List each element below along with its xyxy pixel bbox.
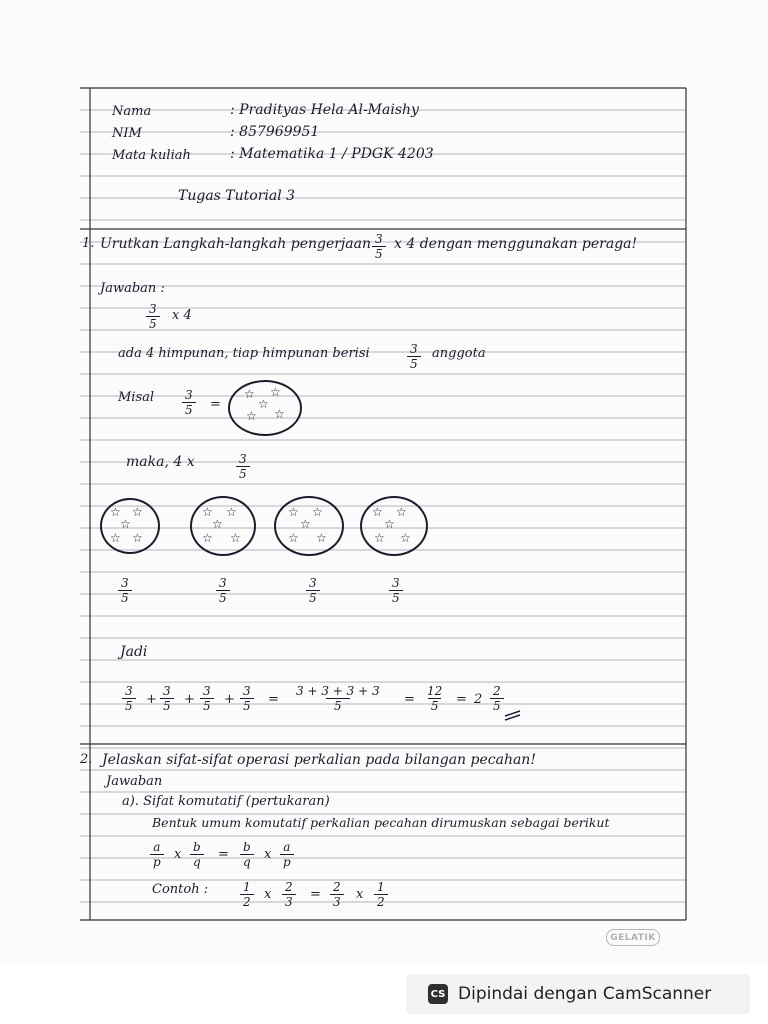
matkul-label: Mata kuliah — [112, 148, 191, 163]
q2-answer-label: Jawaban — [106, 774, 163, 789]
contoh-label: Contoh : — [152, 882, 209, 897]
times-sign: x — [356, 887, 364, 902]
star-icon: ☆ — [132, 505, 143, 519]
camscanner-text: Dipindai dengan CamScanner — [458, 984, 712, 1004]
set-circle-misal — [228, 380, 302, 436]
star-icon: ☆ — [226, 505, 237, 519]
star-icon: ☆ — [110, 505, 121, 519]
star-icon: ☆ — [400, 531, 411, 545]
q1-question-rest: x 4 dengan menggunakan peraga! — [394, 236, 638, 252]
q1-answer-label: Jawaban : — [100, 281, 165, 296]
set-fraction-4: $\frac{3}{5}$ — [389, 576, 403, 605]
general-fraction-4: $\frac{a}{p}$ — [280, 840, 294, 869]
plus-sign: + — [224, 692, 235, 707]
mixed-whole: 2 — [474, 692, 483, 707]
star-icon: ☆ — [374, 531, 385, 545]
star-icon: ☆ — [258, 397, 269, 411]
star-icon: ☆ — [288, 531, 299, 545]
q2-description: Bentuk umum komutatif perkalian pecahan dirumuskan sebagai berikut — [152, 815, 610, 830]
star-icon: ☆ — [110, 531, 121, 545]
maka-label: maka, 4 x — [126, 454, 195, 470]
star-icon: ☆ — [120, 517, 131, 531]
sum-term-4: $\frac{3}{5}$ — [240, 684, 254, 713]
q1-line1: ada 4 himpunan, tiap himpunan berisi — [118, 346, 370, 361]
star-icon: ☆ — [288, 505, 299, 519]
set-circle-1 — [100, 498, 160, 554]
general-fraction-1: $\frac{a}{p}$ — [150, 840, 164, 869]
plus-sign: + — [146, 692, 157, 707]
q1-line1-fraction: $\frac{3}{5}$ — [407, 342, 421, 371]
matkul-value: : Matematika 1 / PDGK 4203 — [230, 146, 434, 162]
set-circle-2 — [190, 496, 256, 556]
star-icon: ☆ — [202, 531, 213, 545]
star-icon: ☆ — [202, 505, 213, 519]
q1-line1-rest: anggota — [432, 346, 486, 361]
page-title: Tugas Tutorial 3 — [178, 188, 296, 204]
sum-term-1: $\frac{3}{5}$ — [122, 684, 136, 713]
equals-sign: = — [456, 692, 467, 707]
example-fraction-3: $\frac{2}{3}$ — [330, 880, 344, 909]
star-icon: ☆ — [244, 387, 255, 401]
star-icon: ☆ — [132, 531, 143, 545]
q1-question: Urutkan Langkah-langkah pengerjaan — [100, 236, 371, 252]
q2-number: 2. — [80, 752, 93, 767]
example-fraction-1: $\frac{1}{2}$ — [240, 880, 254, 909]
q1-expr-fraction: $\frac{3}{5}$ — [146, 302, 160, 331]
star-icon: ☆ — [274, 407, 285, 421]
q1-expr-rest: x 4 — [172, 308, 192, 323]
set-fraction-2: $\frac{3}{5}$ — [216, 576, 230, 605]
times-sign: x — [264, 847, 272, 862]
sum-result-fraction: $\frac{12}{5}$ — [427, 684, 443, 713]
times-sign: x — [264, 887, 272, 902]
nama-label: Nama — [112, 104, 152, 119]
star-icon: ☆ — [300, 517, 311, 531]
set-circle-4 — [360, 496, 428, 556]
example-fraction-4: $\frac{1}{2}$ — [374, 880, 388, 909]
misal-fraction: $\frac{3}{5}$ — [182, 388, 196, 417]
general-fraction-3: $\frac{b}{q}$ — [240, 840, 254, 869]
nim-label: NIM — [112, 126, 142, 141]
times-sign: x — [174, 847, 182, 862]
q2-question: Jelaskan sifat-sifat operasi perkalian pada bilangan pecahan! — [102, 752, 536, 768]
nim-value: : 857969951 — [230, 124, 320, 140]
nama-value: : Pradityas Hela Al-Maishy — [230, 102, 419, 118]
camscanner-badge — [406, 974, 750, 1014]
equals-sign: = — [310, 887, 321, 902]
maka-fraction: $\frac{3}{5}$ — [236, 452, 250, 481]
star-icon: ☆ — [372, 505, 383, 519]
mixed-fraction: $\frac{2}{5}$ — [490, 684, 504, 713]
sum-combined-fraction: $\frac{3 + 3 + 3 + 3}{5}$ — [296, 684, 380, 713]
misal-label: Misal — [118, 390, 155, 405]
plus-sign: + — [184, 692, 195, 707]
q1-number: 1. — [82, 236, 95, 251]
sum-term-2: $\frac{3}{5}$ — [160, 684, 174, 713]
star-icon: ☆ — [212, 517, 223, 531]
star-icon: ☆ — [316, 531, 327, 545]
set-fraction-1: $\frac{3}{5}$ — [118, 576, 132, 605]
q1-question-fraction: $\frac{3}{5}$ — [372, 232, 386, 261]
q2-point-a: a). Sifat komutatif (pertukaran) — [122, 794, 330, 809]
camscanner-logo-icon: CS — [428, 984, 448, 1004]
gelatik-watermark: GELATIK — [606, 929, 660, 946]
equals-sign: = — [218, 847, 229, 862]
star-icon: ☆ — [230, 531, 241, 545]
sum-term-3: $\frac{3}{5}$ — [200, 684, 214, 713]
star-icon: ☆ — [270, 385, 281, 399]
equals-sign: = — [404, 692, 415, 707]
jadi-label: Jadi — [120, 644, 148, 660]
equals-sign: = — [268, 692, 279, 707]
star-icon: ☆ — [384, 517, 395, 531]
set-fraction-3: $\frac{3}{5}$ — [306, 576, 320, 605]
example-fraction-2: $\frac{2}{3}$ — [282, 880, 296, 909]
set-circle-3 — [274, 496, 344, 556]
star-icon: ☆ — [312, 505, 323, 519]
double-underline-mark — [504, 708, 522, 722]
misal-equals: = — [210, 397, 221, 412]
star-icon: ☆ — [246, 409, 257, 423]
general-fraction-2: $\frac{b}{q}$ — [190, 840, 204, 869]
star-icon: ☆ — [396, 505, 407, 519]
